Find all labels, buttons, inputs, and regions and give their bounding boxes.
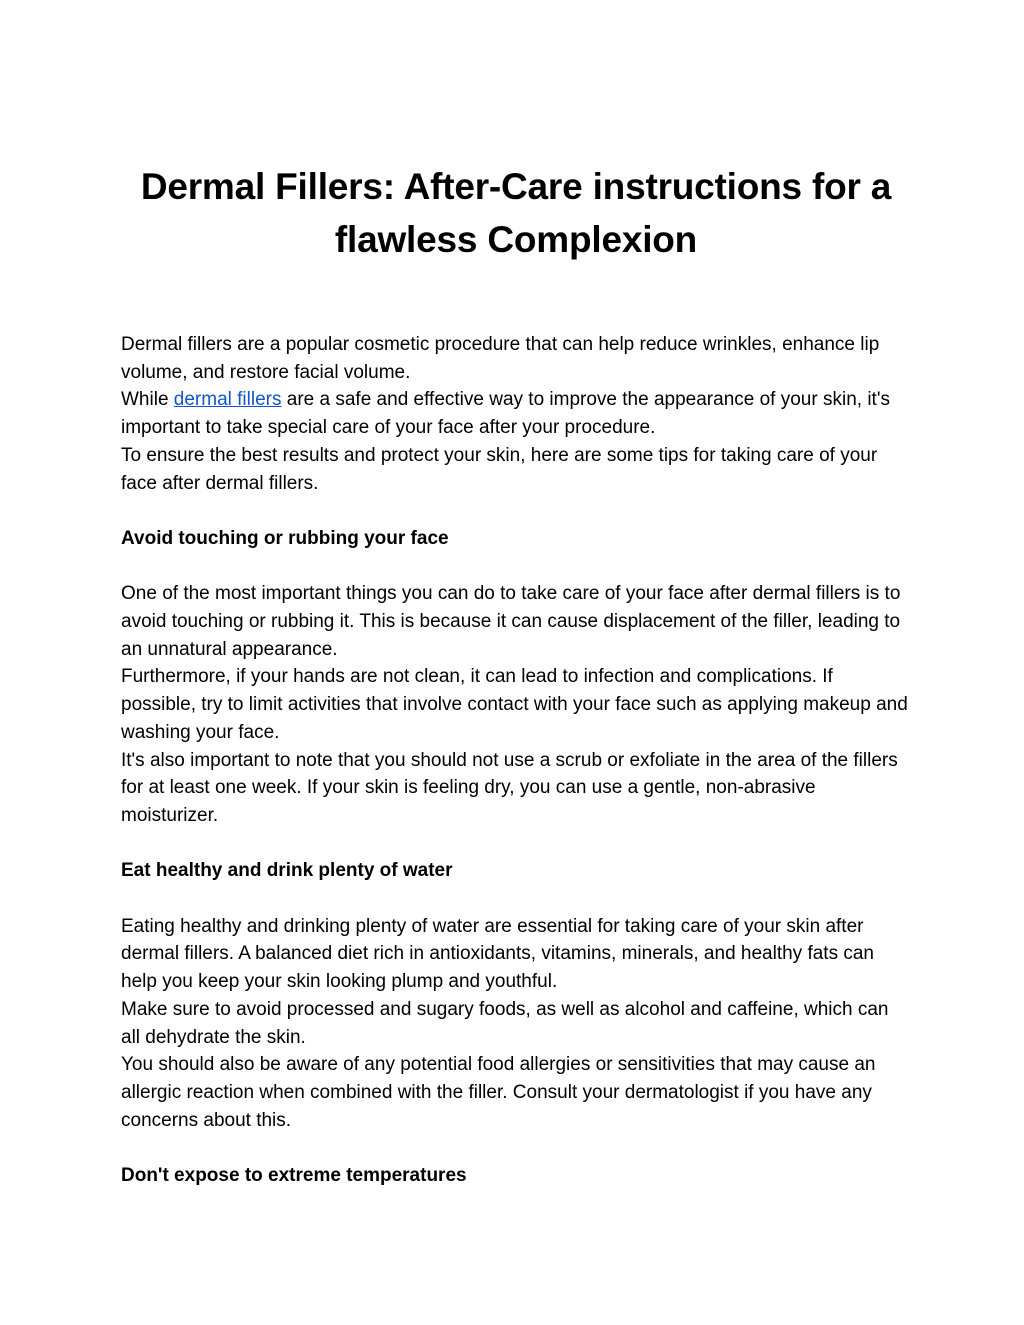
intro-paragraph-2 [121,386,911,441]
section-2-paragraph-3: You should also be aware of any potential food allergies or sensitivities that may cause an allergic reaction when combined with the filler. Consult your dermatologist if you have any concerns about this. [121,1054,876,1131]
section-1-paragraph-3: It's also important to note that you should not use a scrub or exfoliate in the area of the fillers for at least one week. If your skin is feeling dry, you can use a gentle, non-abrasive moisturizer. [121,749,898,826]
document-body [121,331,911,1190]
intro-text-after-link: are a safe and effective way to improve the appearance of your skin, it's important to take special care of your face after your procedure. [121,389,890,439]
spacer [121,885,911,913]
spacer [121,553,911,581]
section-2-paragraph-1: Eating healthy and drinking plenty of water are essential for taking care of your skin after dermal fillers. A balanced diet rich in antioxidants, vitamins, minerals, and healthy fats can help you keep your skin looking plump and youthful. [121,915,874,993]
spacer [121,830,911,858]
spacer [121,1134,911,1162]
section-heading-extreme-temperatures: Don't expose to extreme temperatures [121,1165,467,1187]
intro-paragraph-1: Dermal fillers are a popular cosmetic procedure that can help reduce wrinkles, enhance lip volume, and restore facial volume. [121,334,880,383]
section-1-paragraph-2: Furthermore, if your hands are not clean, it can lead to infection and complications. If possible, try to limit activities that involve contact with your face such as applying makeup and washing your face. [121,666,908,743]
intro-text-before-link: While [121,389,174,411]
section-2-paragraph-2: Make sure to avoid processed and sugary foods, as well as alcohol and caffeine, which can all dehydrate the skin. [121,998,889,1048]
dermal-fillers-link[interactable]: dermal fillers [173,389,282,411]
section-1-paragraph-1: One of the most important things you can do to take care of your face after dermal fillers is to avoid touching or rubbing it. This is because it can cause displacement of the filler, leading to an unnatural appearance. [121,583,901,660]
intro-paragraph-3: To ensure the best results and protect your skin, here are some tips for taking care of your face after dermal fillers. [121,444,878,494]
document-page [121,160,911,1190]
spacer [121,497,911,525]
section-heading-eat-healthy: Eat healthy and drink plenty of water [121,860,453,882]
section-heading-avoid-touching: Avoid touching or rubbing your face [121,527,449,549]
document-title: Dermal Fillers: After-Care instructions for a flawless Complexion [140,166,892,260]
